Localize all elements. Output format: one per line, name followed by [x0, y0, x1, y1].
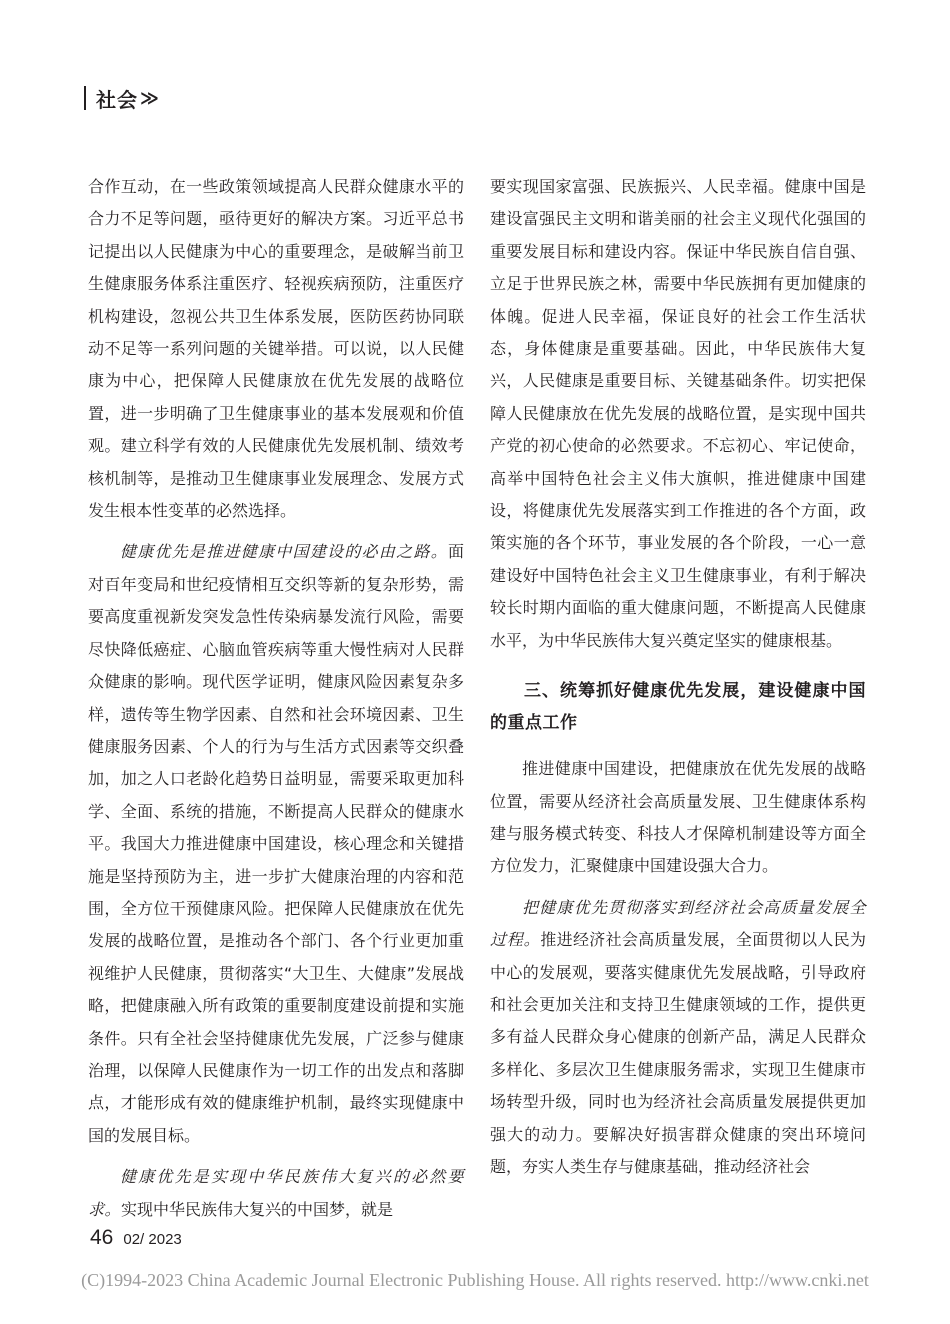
- issue-label: 02/ 2023: [123, 1231, 182, 1248]
- page-footer: [90, 1226, 182, 1250]
- chevron-right-icon: ≫: [140, 87, 159, 109]
- paragraph-lead: 把健康优先贯彻落实到经济社会高质量发展全过程。: [490, 897, 866, 950]
- paragraph-body: 推进经济社会高质量发展，全面贯彻以人民为中心的发展观，要落实健康优先发展战略，引导政府和社会更加关注和支持卫生健康领域的工作，提供更多有益人民群众身心健康的创新产品，满足人民群众多样化、多层次卫生健康服务需求，实现卫生健康市场转型升级，同时也为经济社会高质量发展提供更加强大的动力。要解决好损害群众健康的突出环境问题，夯实人类生存与健康基础，推动经济社会: [490, 930, 866, 1176]
- right-column: [490, 171, 866, 1183]
- paragraph: [490, 892, 866, 1184]
- paragraph-lead: 健康优先是推进健康中国建设的必由之路。: [120, 542, 448, 562]
- section-header: [84, 84, 159, 112]
- paragraph: [88, 1161, 464, 1226]
- paragraph-lead: 健康优先是实现中华民族伟大复兴的必然要求。: [88, 1167, 464, 1219]
- page-number: 46: [90, 1226, 114, 1249]
- paragraph: 推进健康中国建设，把健康放在优先发展的战略位置，需要从经济社会高质量发展、卫生健康体系构建与服务模式转变、科技人才保障机制建设等方面全方位发力，汇聚健康中国建设强大合力。: [490, 759, 866, 876]
- paragraph-body: 实现中华民族伟大复兴的中国梦，就是: [121, 1199, 394, 1219]
- copyright-notice: (C)1994-2023 China Academic Journal Electronic Publishing House. All rights reserved. http://www.cnki.net: [81, 1270, 869, 1290]
- header-divider: [84, 86, 86, 110]
- left-column: [88, 171, 464, 1226]
- section-title: 社会: [96, 87, 138, 112]
- paragraph: [88, 536, 464, 1152]
- paragraph-body: 面对百年变局和世纪疫情相互交织等新的复杂形势，需要高度重视新发突发急性传染病暴发流行风险，需要尽快降低癌症、心脑血管疾病等重大慢性病对人民群众健康的影响。现代医学证明，健康风险因素复杂多样，遗传等生物学因素、自然和社会环境因素、卫生健康服务因素、个人的行为与生活方式因素等交织叠加，加之人口老龄化趋势日益明显，需要采取更加科学、全面、系统的措施，不断提高人民群众的健康水平。我国大力推进健康中国建设，核心理念和关键措施是坚持预防为主，进一步扩大健康治理的内容和范围，全方位干预健康风险。把保障人民健康放在优先发展的战略位置，是推动各个部门、各个行业更加重视维护人民健康，贯彻落实“大卫生、大健康”发展战略，把健康融入所有政策的重要制度建设前提和实施条件。只有全社会坚持健康优先发展，广泛参与健康治理，以保障人民健康作为一切工作的出发点和落脚点，才能形成有效的健康维护机制，最终实现健康中国的发展目标。: [88, 542, 464, 1145]
- section-heading: 三、统筹抓好健康优先发展，建设健康中国的重点工作: [490, 681, 866, 734]
- paragraph: 合作互动，在一些政策领域提高人民群众健康水平的合力不足等问题，亟待更好的解决方案。习近平总书记提出以人民健康为中心的重要理念，是破解当前卫生健康服务体系注重医疗、轻视疾病预防，注重医疗机构建设，忽视公共卫生体系发展，医防医药协同联动不足等一系列问题的关键举措。可以说，以人民健康为中心，把保障人民健康放在优先发展的战略位置，进一步明确了卫生健康事业的基本发展观和价值观。建立科学有效的人民健康优先发展机制、绩效考核机制等，是推动卫生健康事业发展理念、发展方式发生根本性变革的必然选择。: [88, 177, 464, 521]
- paragraph: 要实现国家富强、民族振兴、人民幸福。健康中国是建设富强民主文明和谐美丽的社会主义现代化强国的重要发展目标和建设内容。保证中华民族自信自强、立足于世界民族之林，需要中华民族拥有更加健康的体魄。促进人民幸福，保证良好的社会工作生活状态，身体健康是重要基础。因此，中华民族伟大复兴，人民健康是重要目标、关键基础条件。切实把保障人民健康放在优先发展的战略位置，是实现中国共产党的初心使命的必然要求。不忘初心、牢记使命，高举中国特色社会主义伟大旗帜，推进健康中国建设，将健康优先发展落实到工作推进的各个方面，政策实施的各个环节，事业发展的各个阶段，一心一意建设好中国特色社会主义卫生健康事业，有利于解决较长时期内面临的重大健康问题，不断提高人民健康水平，为中华民族伟大复兴奠定坚实的健康根基。: [490, 177, 866, 650]
